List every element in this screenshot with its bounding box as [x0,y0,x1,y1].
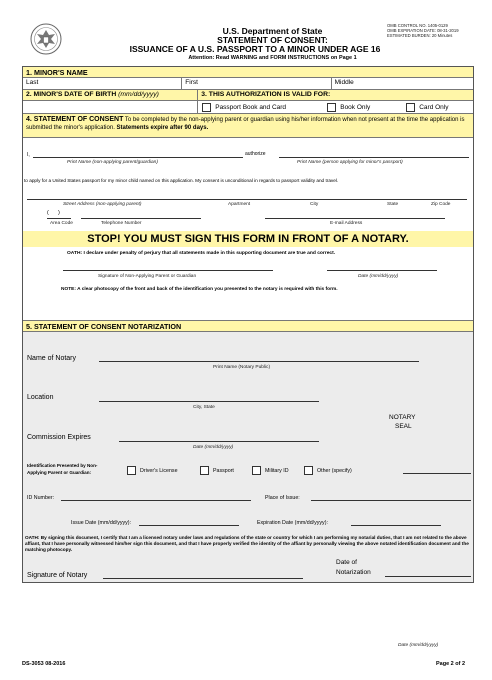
dob-auth-header [23,90,473,101]
consent-form [22,66,474,583]
auth-options [198,101,473,113]
omb-control: OMB CONTROL NO. 1405-0129 [387,23,448,28]
city-state-label: City, State [193,405,215,410]
authorize-label: authorize [245,151,266,157]
military-id-label: Military ID [265,467,289,474]
dob-field[interactable] [23,101,198,113]
city-label: City [310,202,319,207]
section-3-title: 3. THIS AUTHORIZATION IS VALID FOR: [201,91,331,98]
page-number: Page 2 of 2 [436,661,466,667]
section-4-title: 4. STATEMENT OF CONSENT [26,116,124,123]
drivers-license-label: Driver's License [140,467,178,474]
i-label: I, [27,152,30,158]
expire-note: Statements expire after 90 days. [116,124,209,131]
other-id-checkbox[interactable] [304,466,313,475]
section-2-title [23,90,198,100]
notarization-label: Notarization [336,569,371,576]
commission-expires-label: Commission Expires [27,434,91,441]
dob-format: (mm/dd/yyyy) [118,91,159,98]
passport-checkbox[interactable] [200,466,209,475]
telephone-label: Telephone Number [101,221,142,226]
dob-auth-row [23,101,473,114]
notary-signature-input[interactable] [103,568,303,579]
minor-name-row [23,78,473,90]
section-5-body [23,332,473,582]
omb-expiration: OMB EXPIRATION DATE: 08-31-2019 [387,28,459,33]
omb-burden: ESTIMATED BURDEN: 20 Minutes [387,33,453,38]
card-only-checkbox[interactable] [406,103,415,112]
apartment-label: Apartment [228,202,251,207]
id-options [127,466,352,475]
address-input[interactable] [27,190,467,200]
section-1-title: 1. MINOR'S NAME [23,67,473,78]
first-name-label: First [185,79,198,86]
middle-name-label: Middle [334,79,354,86]
last-name-label: Last [26,79,39,86]
notary-warning: STOP! YOU MUST SIGN THIS FORM IN FRONT OF A NOTARY. [23,231,473,247]
id-presented-label: Identification Presented by Non-Applying Parent or Guardian: [27,463,98,475]
section-2-label: 2. MINOR'S DATE OF BIRTH [26,91,117,98]
location-input[interactable] [99,390,319,402]
section-4-intro: To be completed by the non-applying parent or guardian using his/her information when not present at the time the application is submitted the minor's application. [26,117,465,131]
military-id-checkbox[interactable] [252,466,261,475]
notary-oath-text: OATH: By signing this document, I certify that I am a licensed notary under laws and regulations of the state or country for which I am performing my notarial duties, that I am not related to the above affiant, that I have personally witnessed him/her sign this document, and that I have properly verified the identity of the affiant by personally viewing the above notated identification document and the matching photocopy. [25,535,469,553]
drivers-license-checkbox[interactable] [127,466,136,475]
form-header [0,0,492,66]
area-code-label: Area Code [50,221,73,226]
last-name-field[interactable] [23,78,182,89]
name-of-notary-label: Name of Notary [27,355,77,362]
section-4-header [23,114,473,138]
signature-label: Signature of Non-Applying Parent or Guardian [98,274,197,279]
form-title: ISSUANCE OF A U.S. PASSPORT TO A MINOR UNDER AGE 16 [129,44,381,54]
applying-name-input[interactable] [279,146,469,158]
notary-seal-label-2: SEAL [395,423,412,430]
email-input[interactable] [265,209,445,219]
note-text: NOTE: A clear photocopy of the front and back of the identification you presented to the notary is required with this form. [61,287,338,292]
notary-seal-label-1: NOTARY [389,414,416,421]
section-5-title: 5. STATEMENT OF CONSENT NOTARIZATION [23,321,473,332]
first-name-field[interactable] [182,78,331,89]
signature-date-label: Date (mm/dd/yyyy) [358,274,399,279]
other-id-input[interactable] [403,468,471,474]
print-name-applying-label: Print Name (person applying for minor's passport) [297,160,403,165]
statement-title: STATEMENT OF CONSENT: [217,35,328,45]
book-only-label: Book Only [340,103,371,111]
street-label: Street Address (non-applying parent) [63,202,142,207]
book-and-card-checkbox[interactable] [202,103,211,112]
id-number-input[interactable] [61,492,251,501]
id-number-label: ID Number: [27,495,55,501]
book-and-card-label: Passport Book and Card [215,103,287,111]
email-label: E-mail Address [330,221,363,226]
issue-date-label: Issue Date (mm/dd/yyyy): [71,520,132,526]
department-name: U.S. Department of State [222,26,323,36]
zip-label: Zip Code [431,202,451,207]
expiration-date-input[interactable] [351,517,441,526]
signature-date-input[interactable] [327,261,437,271]
section-4-body [23,138,473,321]
middle-name-field[interactable] [332,78,473,89]
place-of-issue-input[interactable] [311,492,471,501]
other-id-label: Other (specify) [317,467,352,474]
notary-name-input[interactable] [99,350,419,362]
oath-text: OATH: I declare under penalty of perjury that all statements made in this supporting document are true and correct. [67,251,336,256]
passport-label: Passport [213,467,234,474]
area-code-paren: ( ) [47,210,60,216]
telephone-input[interactable] [81,209,201,219]
omb-info [387,23,459,38]
apply-text: to apply for a United States passport for my minor child named on this application. My consent is unconditional in regards to passport validity and travel. [24,178,339,183]
date-of-label: Date of [336,559,357,566]
state-label: State [387,202,399,207]
issue-date-input[interactable] [139,517,239,526]
nonapplying-name-input[interactable] [33,146,243,158]
expiration-date-label: Expiration Date (mm/dd/yyyy): [257,520,328,526]
print-name-notary-label: Print Name (Notary Public) [213,365,271,370]
form-id: DS-3053 08-2016 [22,661,66,667]
attention-note: Attention: Read WARNING and FORM INSTRUCTIONS on Page 1 [188,55,357,61]
location-label: Location [27,394,54,401]
book-only-checkbox[interactable] [327,103,336,112]
area-code-input[interactable] [47,209,71,219]
notarization-date-input[interactable] [385,567,471,577]
signature-of-notary-label: Signature of Notary [27,572,88,579]
place-of-issue-label: Place of Issue: [265,495,300,501]
notarization-date-format: Date (mm/dd/yyyy) [398,643,439,648]
commission-date-input[interactable] [119,430,319,442]
parent-signature-input[interactable] [63,261,273,271]
department-seal-icon [30,22,62,56]
card-only-label: Card Only [419,103,449,111]
commission-date-format: Date (mm/dd/yyyy) [193,445,234,450]
print-name-nonapplying-label: Print Name (non-applying parent/guardian) [67,160,158,165]
